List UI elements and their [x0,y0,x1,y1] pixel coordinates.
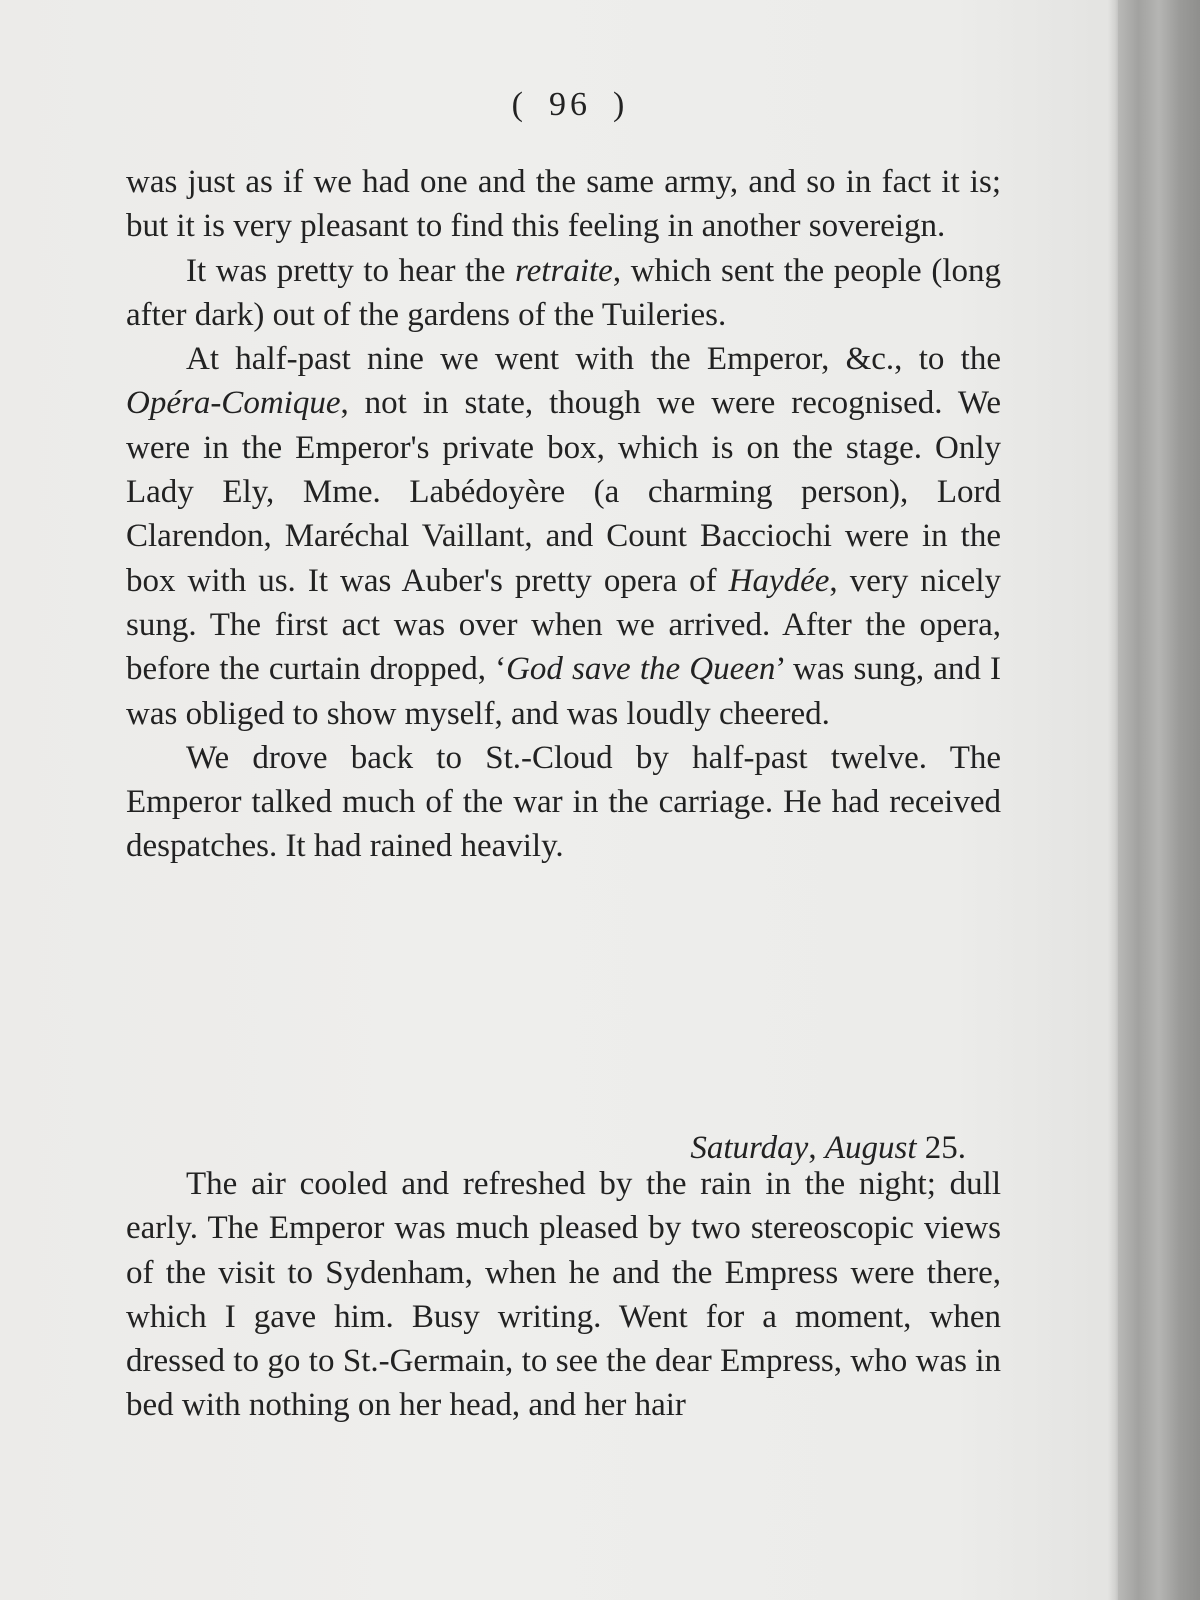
paragraph-opera-italic-3: God save the Queen [506,651,776,688]
paragraph-retraite [126,249,1001,338]
book-gutter [1118,0,1200,1600]
paragraph-opera-b: , not in state, though we were recognised. We were in the Emperor's private box, which is on the stage. Only Lady Ely, Mme. Labédoyère (a charming person), Lord Clarendon, Maréchal Vaillant, and Count Bacciochi were in the box with us. It was Auber's pretty opera of [126,385,1001,599]
dateline-day: Saturday [690,1130,809,1166]
paragraph-retraite-a: It was pretty to hear the [186,252,516,289]
paragraph-opera [126,337,1001,736]
paragraph-air-cooled: The air cooled and refreshed by the rain in the night; dull early. The Emperor was much pleased by two stereoscopic views of the visit to Sydenham, when he and the Empress were there, which I gave him. Busy writing. Went for a moment, when dressed to go to St.-Germain, to see the dear Empress, who was in bed with nothing on her head, and her hair [126,1166,1001,1424]
paragraph-opera-c: , very nicely sung. The first act was over when we arrived. After the opera, before the curtain dropped, ‘ [126,562,1001,688]
paragraph-continued: was just as if we had one and the same army, and so in fact it is; but it is very pleasant to find this feeling in another sovereign. [126,164,1001,245]
page-number [0,86,1140,124]
dateline-sep: , [808,1130,825,1166]
section-2-text [126,1162,1001,1428]
dateline-date: 25. [916,1130,966,1166]
paragraph-retraite-italic: retraite [515,252,613,289]
paragraph-opera-italic-1: Opéra-Comique [126,385,341,422]
page-number-value: 96 [549,86,591,123]
page-number-close: ) [613,86,629,123]
paragraph-opera-italic-2: Haydée [728,562,830,599]
paragraph-opera-d: ’ was sung, and I was obliged to show myself, and was loudly cheered. [126,651,1001,732]
dateline-month: August [824,1130,917,1166]
paragraph-opera-a: At half-past nine we went with the Emperor, &c., to the [186,341,1001,378]
paragraph-retraite-b: , which sent the people (long after dark) out of the gardens of the Tuileries. [126,252,1001,333]
page-number-open: ( [511,86,527,123]
section-1-text [126,160,1001,869]
paragraph-drove-back: We drove back to St.-Cloud by half-past twelve. The Emperor talked much of the war in the carriage. He had received despatches. It had rained heavily. [126,739,1001,865]
